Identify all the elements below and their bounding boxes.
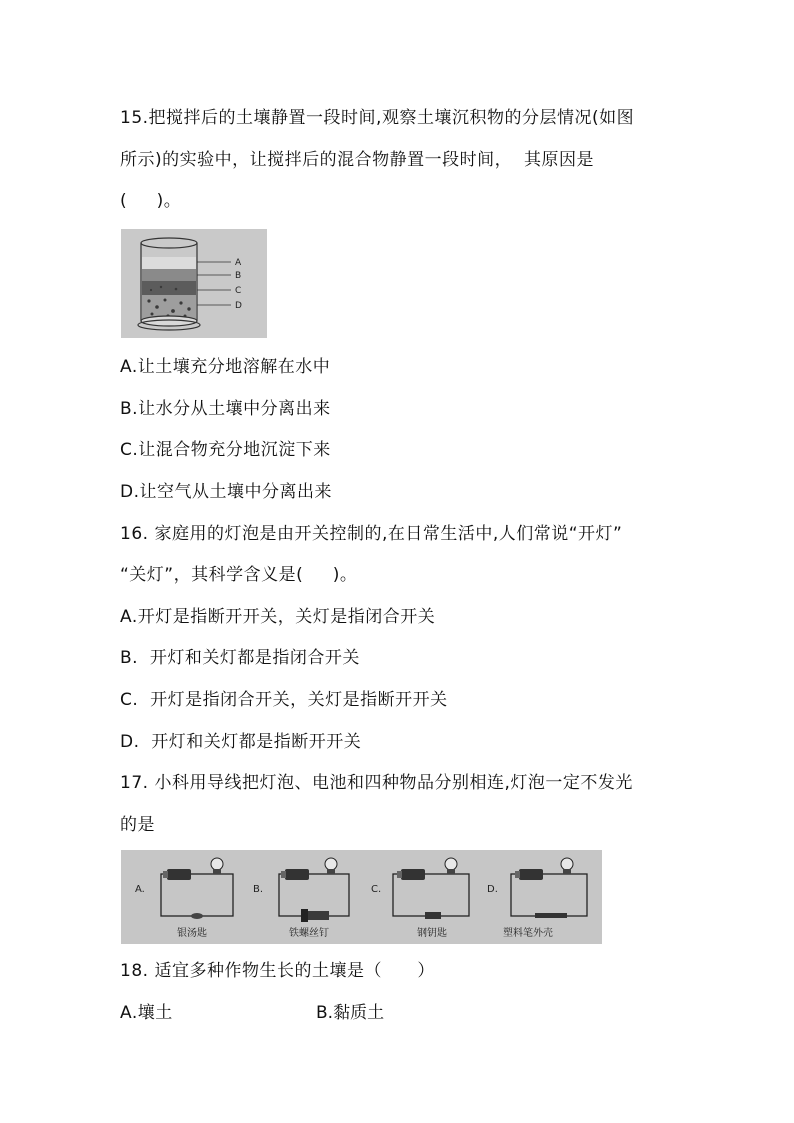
circuit-d-caption: 塑料笔外壳 xyxy=(503,928,553,939)
q16-option-b: B. 开灯和关灯都是指闭合开关 xyxy=(120,648,360,668)
q15-option-a: A.让土壤充分地溶解在水中 xyxy=(120,357,331,377)
q15-stem-line1: 15.把搅拌后的土壤静置一段时间,观察土壤沉积物的分层情况(如图 xyxy=(120,108,635,128)
q18-option-a: A.壤土 xyxy=(120,1003,173,1023)
circuit-a-letter: A. xyxy=(135,884,145,895)
circuit-a-caption: 银汤匙 xyxy=(177,928,207,939)
circuit-illustration xyxy=(121,850,602,944)
q16-option-a: A.开灯是指断开开关，关灯是指闭合开关 xyxy=(120,607,436,627)
circuit-c-letter: C. xyxy=(371,884,382,895)
q16-stem-line2: “关灯”，其科学含义是( )。 xyxy=(120,565,358,585)
circuit-b xyxy=(253,858,349,939)
q16-option-d: D. 开灯和关灯都是指断开开关 xyxy=(120,732,362,752)
circuit-a xyxy=(135,858,233,939)
beaker-label-c: C xyxy=(235,286,242,296)
q15-option-b: B.让水分从土壤中分离出来 xyxy=(120,399,331,419)
soil-sediment-beaker-figure xyxy=(121,229,267,338)
q15-option-d: D.让空气从土壤中分离出来 xyxy=(120,482,332,502)
beaker-label-d: D xyxy=(235,301,242,311)
q18-option-b: B.黏质土 xyxy=(316,1003,385,1023)
q15-option-c: C.让混合物充分地沉淀下来 xyxy=(120,440,331,460)
q16-option-c: C. 开灯是指闭合开关，关灯是指断开开关 xyxy=(120,690,448,710)
q17-stem-line2: 的是 xyxy=(120,815,155,835)
circuit-d xyxy=(487,858,587,939)
q17-stem-line1: 17. 小科用导线把灯泡、电池和四种物品分别相连,灯泡一定不发光 xyxy=(120,773,633,793)
beaker-label-b: B xyxy=(235,271,242,281)
circuit-c xyxy=(371,858,469,939)
circuit-b-caption: 铁螺丝钉 xyxy=(289,928,329,939)
beaker-illustration xyxy=(121,229,267,338)
q18-stem: 18. 适宜多种作物生长的土壤是（ ） xyxy=(120,961,435,981)
circuit-c-caption: 钢钥匙 xyxy=(417,928,447,939)
q16-stem-line1: 16. 家庭用的灯泡是由开关控制的,在日常生活中,人们常说“开灯” xyxy=(120,524,623,544)
circuit-b-letter: B. xyxy=(253,884,264,895)
q15-stem-line2: 所示)的实验中，让搅拌后的混合物静置一段时间， 其原因是 xyxy=(120,150,594,170)
q15-stem-line3: ( )。 xyxy=(120,191,182,211)
circuit-d-letter: D. xyxy=(487,884,498,895)
circuit-options-figure xyxy=(121,850,602,944)
beaker-label-a: A xyxy=(235,258,242,268)
